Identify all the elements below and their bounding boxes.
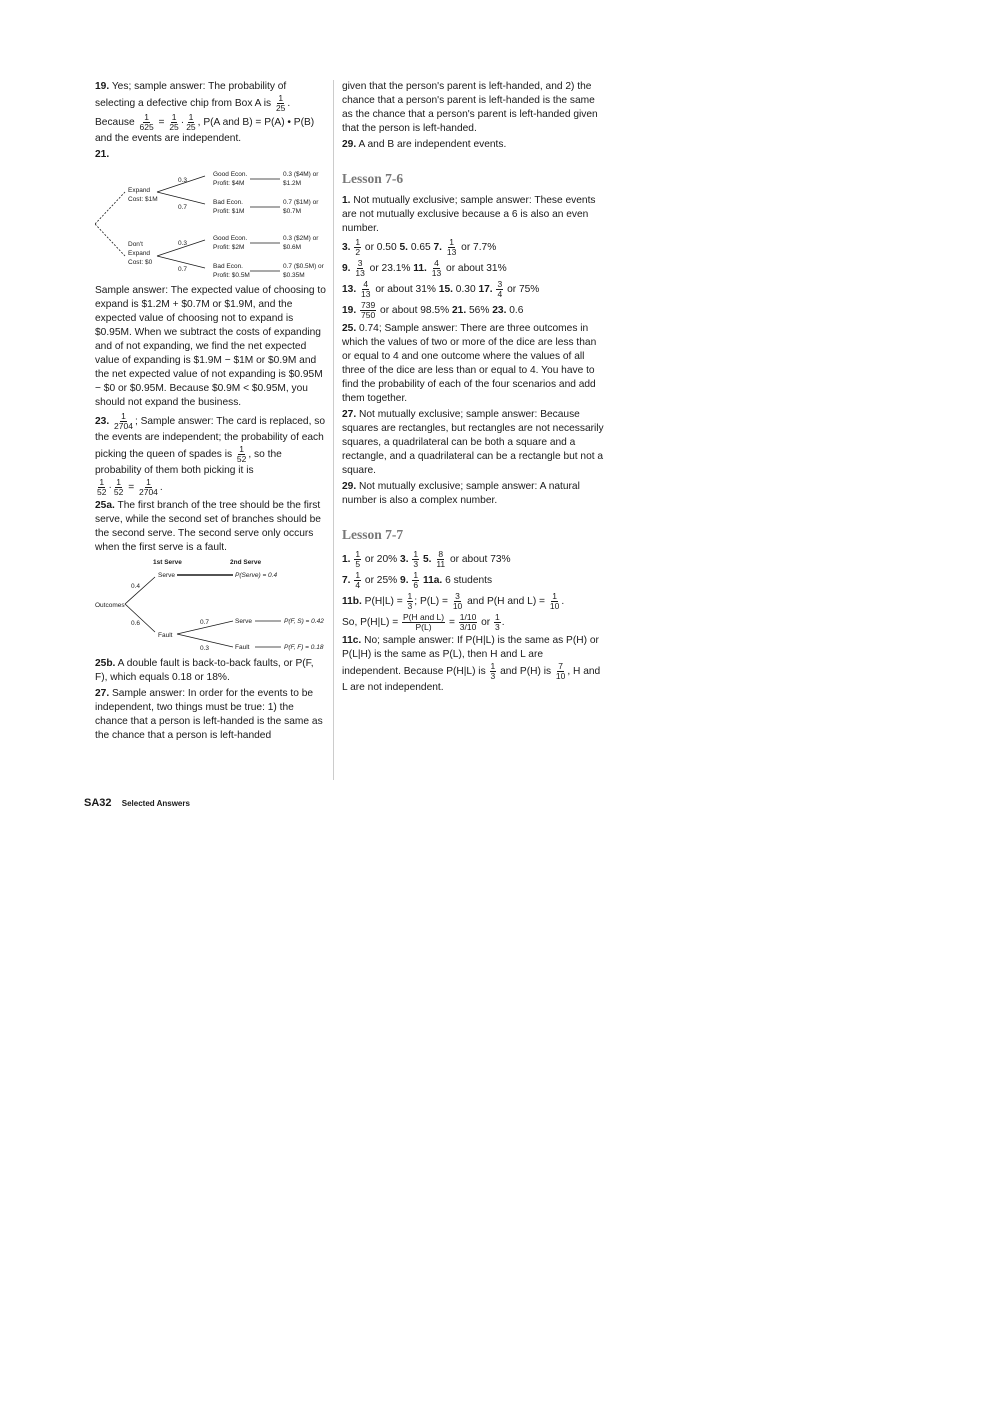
fraction: $\frac{4}{13}$ (431, 258, 442, 278)
branch-probability: 0.3 (178, 240, 188, 247)
fraction: $\frac{8}{11}$ (436, 549, 446, 569)
tree-result: $0.7M (283, 208, 302, 215)
l76-answer-1: 1. Not mutually exclusive; sample answer: These events are not mutually exclusive because a 6 is also an even number. (342, 195, 596, 234)
fraction: $\frac{1}{6}$ (413, 570, 419, 590)
column-divider (333, 80, 334, 780)
tree-label: Outcomes (95, 602, 125, 609)
tree-label: Expand (128, 250, 151, 257)
fraction: $\frac{1}{3}$ (490, 661, 496, 681)
l76-answer-29: 29. Not mutually exclusive; sample answer: A natural number is also a complex number. (342, 481, 580, 506)
fraction: $\frac{3}{10}$ (452, 591, 463, 611)
tree-result: $1.2M (283, 180, 302, 187)
fraction: $\frac{1}{3}$ (495, 612, 500, 632)
answer-21-text: Sample answer: The expected value of choosing to expand is $1.2M + $0.7M or $1.9M, and the expected value of choosing not to expand is $0.95M. When we subtract the costs of expanding and of not expanding, we find the net expected value of expanding is $1.9M − $1M or $0.9M and the net expected value of not expanding is $0.95M − $0 or $0.95M. Because $0.9M < $0.95M, you should not expand the business. (95, 285, 326, 408)
fraction: $\frac{\text{P(H and L)}}{P(L)}$ (403, 612, 445, 632)
tree-label: Good Econ. (213, 235, 248, 242)
l76-answer-25: 25. 0.74; Sample answer: There are three outcomes in which the values of two or more of the dice are less than or equal to 4 and one outcome where the values of all three of the dice are less than or equal to 4. You have to find the probability of each of the four scenarios and add them together. (342, 323, 597, 404)
branch-probability: 0.6 (131, 620, 141, 627)
l76-answers-3-7: 3. $\frac{1}{2}$ or 0.50 5. 0.65 7. $\frac{1}{13}$ or 7.7% (342, 237, 497, 257)
tree-label: Cost: $0 (128, 259, 153, 266)
tree-label: Fault (235, 644, 250, 651)
answer-23: 23. $\frac{1}{2704}$ ; Sample answer: The card is replaced, so the events are independent; the probability of each picking the queen of spades is $\frac{1}{52}$ , so the probability of them both picking it is $\frac{1}{52}$ · $\frac{1}{52}$ = $\frac{1}{2704}$ . (95, 411, 326, 497)
tree-result: $0.35M (283, 272, 305, 279)
answer-29: 29. A and B are independent events. (342, 139, 507, 150)
branch-probability: 0.7 (178, 266, 188, 273)
l77-answer-11b: 11b. P(H|L) = $\frac{1}{3}$ ; P(L) = $\frac{3}{10}$ and P(H and L) = $\frac{1}{10}$ . (342, 591, 565, 611)
fraction: $\frac{1}{25}$ (275, 93, 286, 113)
tree-label: Don't (128, 241, 143, 248)
tree-label: Profit: $4M (213, 180, 245, 187)
tree-result: P(F, S) = 0.42 (284, 618, 324, 625)
branch-probability: 0.7 (178, 204, 188, 211)
tree-result: $0.6M (283, 244, 302, 251)
fraction: $\frac{1}{2704}$ (138, 477, 158, 497)
fraction: $\frac{1}{625}$ (139, 112, 154, 132)
fraction: $\frac{4}{13}$ (361, 279, 371, 299)
tree-result: P(Serve) = 0.4 (235, 572, 278, 579)
branch-probability: 0.4 (131, 583, 141, 590)
answer-21-label: 21. (95, 149, 110, 160)
branch-probability: 0.3 (200, 645, 210, 652)
fraction: $\frac{7}{10}$ (555, 661, 566, 681)
answer-27: 27. Sample answer: In order for the events to be independent, two things must be true: 1) the chance that a person is left-handed is the same as the chance that a person is left-handed (95, 688, 323, 741)
tree-label: Cost: $1M (128, 196, 158, 203)
l77-answer-11b-so: So, P(H|L) = $\frac{\text{P(H and L)}}{P(L)}$ = $\frac{1/10}{3/10}$ or $\frac{1}{3}$ . (342, 612, 505, 632)
tree-label: Bad Econ. (213, 263, 243, 270)
tree-header: 1st Serve (153, 559, 182, 566)
page-number: SA32 (84, 797, 112, 809)
l77-answer-11c: 11c. No; sample answer: If P(H|L) is the same as P(H) or P(L|H) is the same as P(L), then H and L are independent. Because P(H|L) is $\frac{1}{3}$ and P(H) is $\frac{7}{10}$ , H and L are not independent. (342, 635, 601, 693)
tree-result: P(F, F) = 0.18 (284, 644, 324, 651)
branch-probability: 0.7 (200, 619, 210, 626)
tree-label: Serve (235, 618, 252, 625)
tree-result: 0.7 ($1M) or (283, 199, 319, 206)
fraction: $\frac{1}{5}$ (355, 549, 361, 569)
fraction: $\frac{1}{13}$ (446, 237, 457, 257)
tree-label: Expand (128, 187, 151, 194)
l77-answers-7-11a: 7. $\frac{1}{4}$ or 25% 9. $\frac{1}{6}$ 11a. 6 students (342, 570, 493, 590)
l77-answers-1-5: 1. $\frac{1}{5}$ or 20% 3. $\frac{1}{3}$ 5. $\frac{8}{11}$ or about 73% (342, 549, 511, 569)
tree-result: 0.3 ($4M) or (283, 171, 319, 178)
l76-answer-27: 27. Not mutually exclusive; sample answer: Because squares are rectangles, but rectangles are not necessarily squares, a quadrilateral can be both a square and a rectangle, and a quadrilateral can be a rectangle but not a square. (342, 409, 604, 476)
tree-result: 0.7 ($0.5M) or (283, 263, 324, 270)
fraction: $\frac{1}{2}$ (355, 237, 361, 257)
fraction: $\frac{1}{52}$ (236, 444, 247, 464)
fraction: $\frac{1}{10}$ (549, 591, 560, 611)
expansion-decision-tree (95, 164, 327, 284)
fraction: $\frac{1}{25}$ (186, 112, 196, 132)
left-column (95, 80, 327, 745)
l76-answers-13-17: 13. $\frac{4}{13}$ or about 31% 15. 0.30 17. $\frac{3}{4}$ or 75% (342, 279, 540, 299)
answer-27-continued: given that the person's parent is left-handed, and 2) the chance that a person's parent is left-handed is the same as the chance that a person's parent is left-handed given that the person is left-handed. (342, 81, 598, 134)
tree-header: 2nd Serve (230, 559, 262, 566)
fraction: $\frac{1}{3}$ (407, 591, 413, 611)
branch-probability: 0.3 (178, 177, 188, 184)
tree-label: Bad Econ. (213, 199, 243, 206)
fraction: $\frac{1}{2704}$ (114, 411, 133, 431)
tree-label: Profit: $2M (213, 244, 245, 251)
l76-answers-19-23: 19. $\frac{739}{750}$ or about 98.5% 21. 56% 23. 0.6 (342, 300, 524, 320)
tree-result: 0.3 ($2M) or (283, 235, 319, 242)
fraction: $\frac{1}{4}$ (355, 570, 361, 590)
fraction: $\frac{1}{25}$ (169, 112, 179, 132)
tree-label: Serve (158, 572, 175, 579)
page-footer (84, 797, 190, 809)
fraction: $\frac{1}{3}$ (413, 549, 419, 569)
fraction: $\frac{3}{4}$ (497, 279, 503, 299)
fraction: $\frac{1}{52}$ (97, 477, 107, 497)
l76-answers-9-11: 9. $\frac{3}{13}$ or 23.1% 11. $\frac{4}{13}$ or about 31% (342, 258, 507, 278)
answer-25b: 25b. A double fault is back-to-back faults, or P(F, F), which equals 0.18 or 18%. (95, 658, 314, 683)
answer-19: 19. Yes; sample answer: The probability of selecting a defective chip from Box A is $\frac{1}{25}$ . Because $\frac{1}{625}$ = $\frac{1}{25}$ · $\frac{1}{25}$ , P(A and B) = P(A) • P(B) and the events are independent. (95, 81, 315, 144)
answer-25a: 25a. The first branch of the tree should be the first serve, while the second set of branches should be the second serve. The second serve only occurs when the first serve is a fault. (95, 500, 321, 553)
footer-title: Selected Answers (121, 799, 190, 808)
fraction: $\frac{1}{52}$ (113, 477, 124, 497)
fraction: $\frac{739}{750}$ (361, 300, 376, 320)
fraction: $\frac{1/10}{3/10}$ (459, 612, 477, 632)
serve-probability-tree (95, 557, 327, 657)
tree-label: Fault (158, 632, 173, 639)
lesson-heading: Lesson 7-6 (342, 171, 404, 186)
right-column (342, 80, 604, 697)
lesson-heading: Lesson 7-7 (342, 527, 404, 542)
fraction: $\frac{3}{13}$ (355, 258, 365, 278)
tree-label: Profit: $1M (213, 208, 245, 215)
tree-label: Good Econ. (213, 171, 248, 178)
tree-label: Profit: $0.5M (213, 272, 250, 279)
